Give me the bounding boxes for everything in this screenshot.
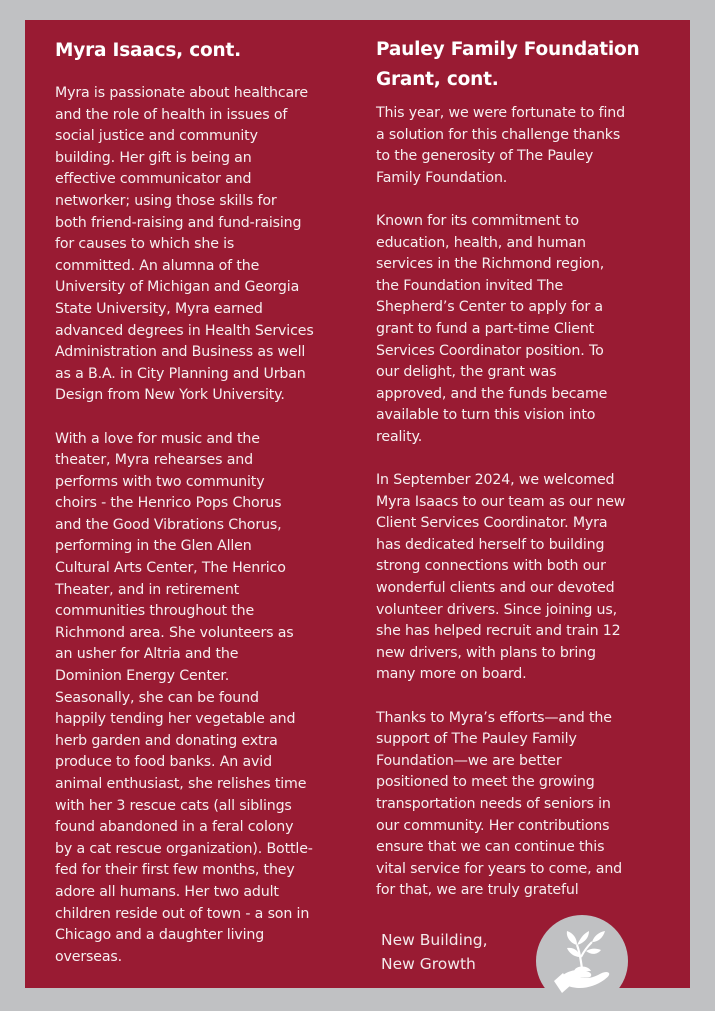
logo-badge bbox=[536, 915, 628, 1007]
content-panel bbox=[25, 20, 690, 988]
left-paragraph: Myra is passionate about healthcare and the role of health in issues of social justice and community building. Her gift is being an effective communicator and networker; using those skills for both friend-raising and fund-raising for causes to which she is committed. An alumna of the University of Michigan and Georgia State University, Myra earned advanced degrees in Health Services Administration and Business as well as a B.A. in City Planning and Urban Design from New York University. bbox=[55, 85, 314, 404]
right-column bbox=[376, 20, 681, 902]
tagline: New Building, New Growth bbox=[381, 931, 488, 973]
right-heading: Pauley Family Foundation Grant, cont. bbox=[376, 39, 640, 90]
right-paragraph: Thanks to Myra’s efforts—and the support of The Pauley Family Foundation—we are better positioned to meet the growing transportation needs of seniors in our community. Her contributions ensure that we can continue this vital service for years to come, and for that, we are truly grateful bbox=[376, 709, 623, 899]
right-paragraph: This year, we were fortunate to find a solution for this challenge thanks to the generosity of The Pauley Family Foundation. bbox=[376, 105, 625, 186]
left-heading: Myra Isaacs, cont. bbox=[55, 40, 241, 61]
hand-holding-seedling-icon bbox=[536, 915, 628, 1007]
left-column bbox=[55, 20, 355, 968]
right-paragraph: In September 2024, we welcomed Myra Isaacs to our team as our new Client Services Coordinator. Myra has dedicated herself to building strong connections with both our wonderful clients and our devoted volunteer drivers. Since joining us, she has helped recruit and train 12 new drivers, with plans to bring many more on board. bbox=[376, 472, 626, 683]
right-paragraph: Known for its commitment to education, health, and human services in the Richmond region, the Foundation invited The Shepherd’s Center to apply for a grant to fund a part-time Client Services Coordinator position. To our delight, the grant was approved, and the funds became available to turn this vision into reality. bbox=[376, 212, 608, 445]
left-paragraph: With a love for music and the theater, Myra rehearses and performs with two community choirs - the Henrico Pops Chorus and the Good Vibrations Chorus, performing in the Glen Allen Cultural Arts Center, The Henrico Theater, and in retirement communities throughout the Richmond area. She volunteers as an usher for Altria and the Dominion Energy Center. Seasonally, she can be found happily tending her vegetable and herb garden and donating extra produce to food banks. An avid animal enthusiast, she relishes time with her 3 rescue cats (all siblings found abandoned in a feral colony by a cat rescue organization). Bottle- fed for their first few months, they adore all humans. Her two adult children reside out of town - a son in Chicago and a daughter living overseas. bbox=[55, 430, 313, 965]
